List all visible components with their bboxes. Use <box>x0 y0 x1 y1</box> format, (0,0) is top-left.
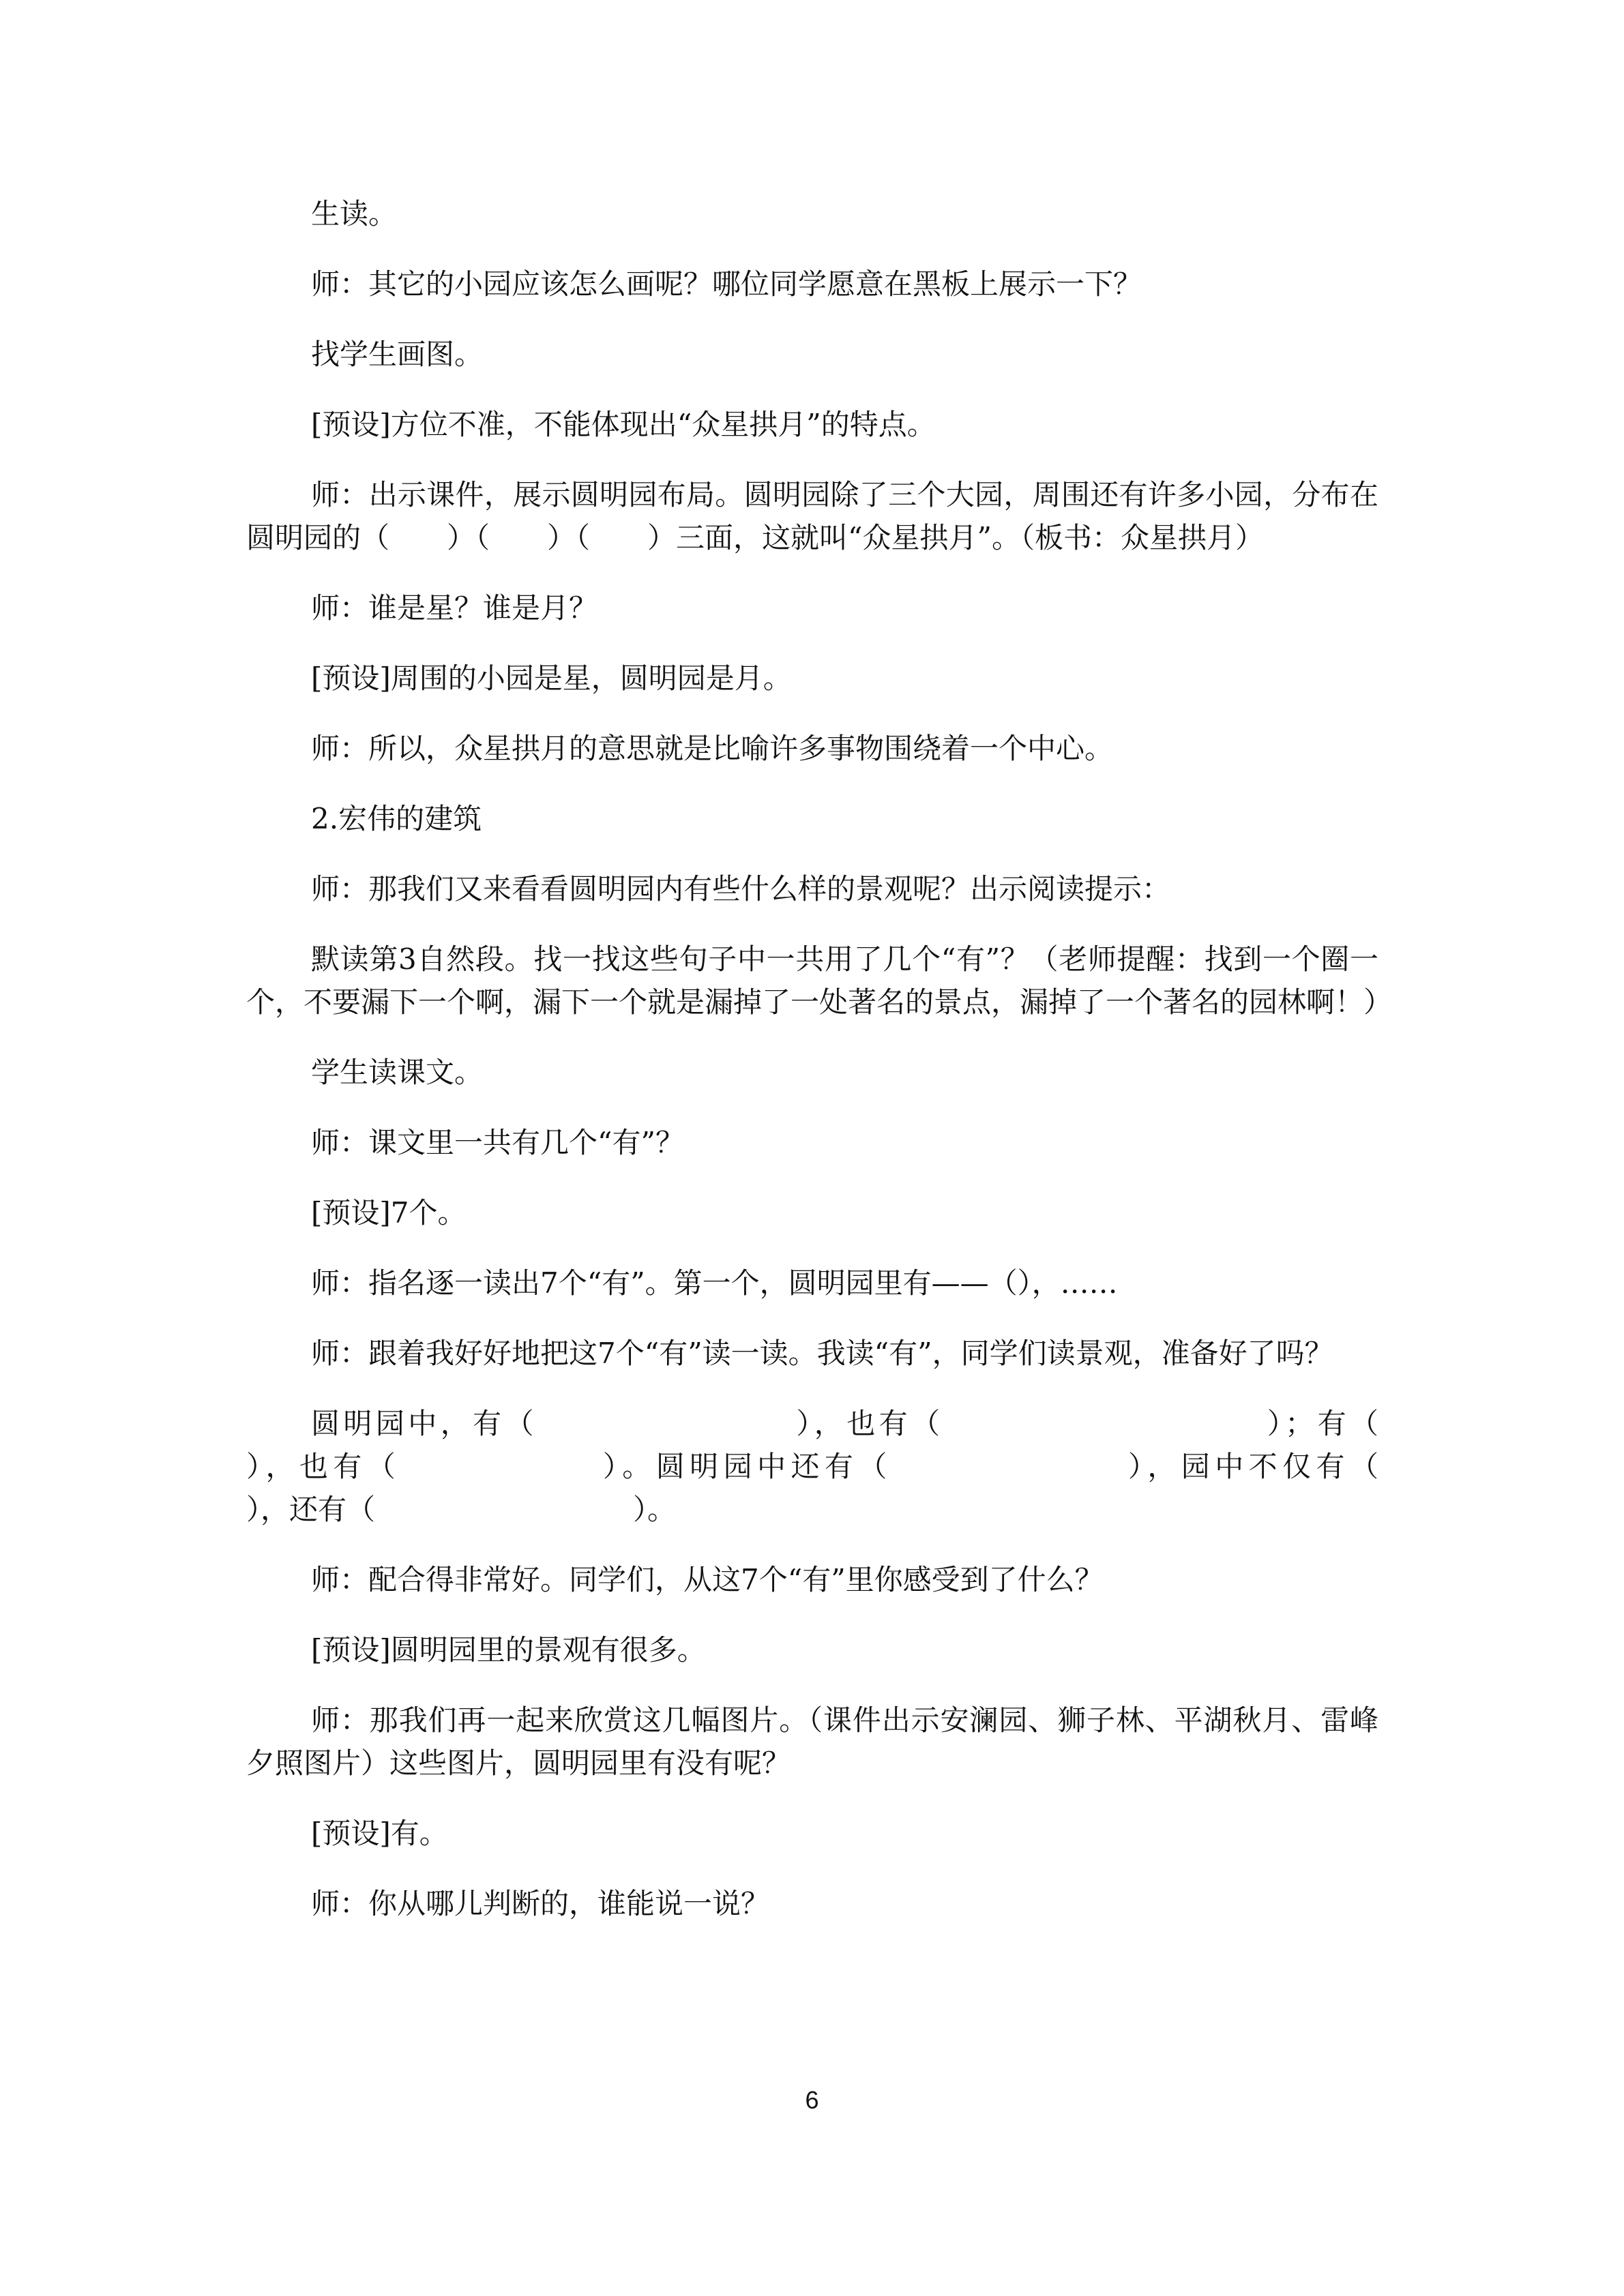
paragraph-1: 生读。 <box>311 197 398 230</box>
paragraph-12: 学生读课文。 <box>311 1056 484 1089</box>
paragraph-14: [预设]7个。 <box>311 1196 467 1229</box>
paragraph-3: 找学生画图。 <box>311 338 484 371</box>
document-body <box>246 192 1608 1952</box>
paragraph-13: 师：课文里一共有几个“有”？ <box>311 1126 684 1159</box>
fill-in-blank-paragraph: 圆明园中，有（ ），也有（ ）；有（ ），也有（ ）。圆明园中还有（ ），园中不仅有（ ），还有（ ）。 <box>246 1407 1608 1526</box>
paragraph-8: 师：所以，众星拱月的意思就是比喻许多事物围绕着一个中心。 <box>311 732 1114 765</box>
paragraph-19: [预设]圆明园里的景观有很多。 <box>311 1633 706 1667</box>
paragraph-2: 师：其它的小园应该怎么画呢？哪位同学愿意在黑板上展示一下？ <box>311 267 1142 301</box>
paragraph-6: 师：谁是星？谁是月？ <box>311 591 598 625</box>
paragraph-16: 师：跟着我好好地把这7个“有”读一读。我读“有”，同学们读景观，准备好了吗？ <box>311 1337 1333 1370</box>
paragraph-22: 师：你从哪儿判断的，谁能说一说？ <box>311 1887 770 1920</box>
paragraph-15: 师：指名逐一读出7个“有”。第一个，圆明园里有——（），…… <box>311 1266 1118 1300</box>
section-heading: 2.宏伟的建筑 <box>311 802 482 835</box>
paragraph-7: [预设]周围的小园是星，圆明园是月。 <box>311 661 792 695</box>
paragraph-5: 师：出示课件，展示圆明园布局。圆明园除了三个大园，周围还有许多小园，分布在圆明园的（ ）（ ）（ ）三面，这就叫“众星拱月”。（板书：众星拱月） <box>246 478 1378 554</box>
paragraph-10: 师：那我们又来看看圆明园内有些什么样的景观呢？出示阅读提示： <box>311 872 1171 906</box>
page-number: 6 <box>805 2086 819 2114</box>
paragraph-4: [预设]方位不准，不能体现出“众星拱月”的特点。 <box>311 408 936 441</box>
paragraph-20: 师：那我们再一起来欣赏这几幅图片。（课件出示安澜园、狮子林、平湖秋月、雷峰夕照图片）这些图片，圆明园里有没有呢？ <box>246 1703 1378 1780</box>
paragraph-18: 师：配合得非常好。同学们，从这7个“有”里你感受到了什么？ <box>311 1563 1104 1596</box>
paragraph-21: [预设]有。 <box>311 1817 448 1850</box>
paragraph-11: 默读第3自然段。找一找这些句子中一共用了几个“有”？（老师提醒：找到一个圈一个，不要漏下一个啊，漏下一个就是漏掉了一处著名的景点，漏掉了一个著名的园林啊！） <box>246 942 1393 1019</box>
